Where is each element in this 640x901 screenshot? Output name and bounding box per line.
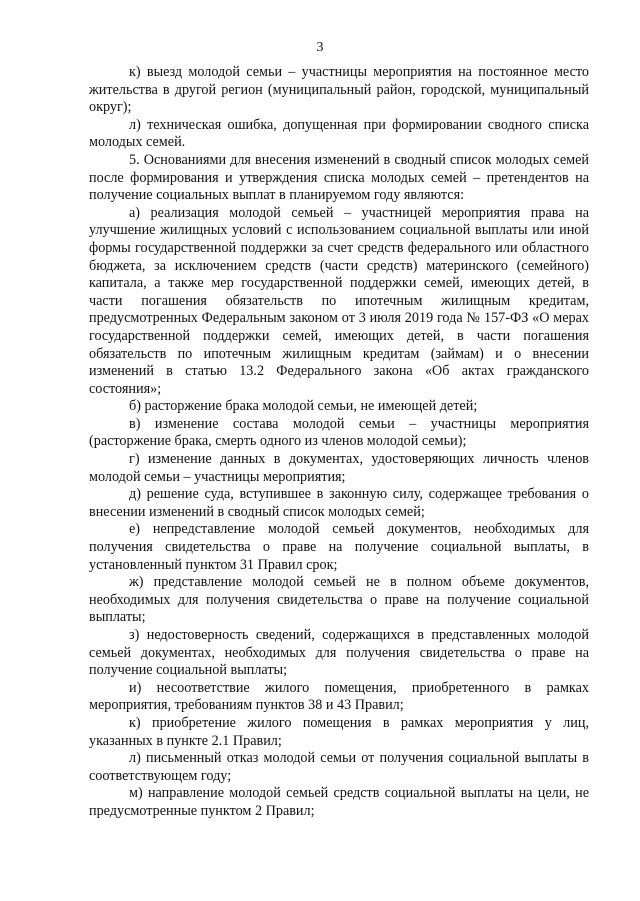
page-number: 3 xyxy=(316,40,324,55)
paragraph-a-realization: а) реализация молодой семьей – участницей мероприятия права на улучшение жилищных условий с использованием социальной выплаты или иной формы государственной поддержки за счет средств федерального или областного бюджета, за исключением средств (части средств) материнского (семейного) капитала, а также мер государственной поддержки семей, имеющих детей, в части погашения обязательств по ипотечным жилищным кредитам, предусмотренных Федеральным законом от 3 июля 2019 года № 157-ФЗ «О мерах государственной поддержки семей, имеющих детей, в части погашения обязательств по ипотечным жилищным кредитам (займам) и о внесении изменений в статью 13.2 Федерального закона «Об актах гражданского состояния»; xyxy=(89,204,589,397)
paragraph-z-unreliable-info: з) недостоверность сведений, содержащихся в представленных молодой семьей документах, необходимых для получения свидетельства о праве на получение социальной выплаты; xyxy=(89,627,589,679)
paragraph-l-technical-error: л) техническая ошибка, допущенная при формировании сводного списка молодых семей. xyxy=(89,116,589,151)
paragraph-5-grounds: 5. Основаниями для внесения изменений в сводный список молодых семей после формирования и утверждения списка молодых семей – претендентов на получение социальных выплат в планируемом году являются: xyxy=(89,151,589,204)
paragraph-d-court-decision: д) решение суда, вступившее в законную силу, содержащее требования о внесении изменений в сводный список молодых семей; xyxy=(89,486,589,520)
paragraph-b-divorce: б) расторжение брака молодой семьи, не имеющей детей; xyxy=(129,398,478,415)
paragraph-v-family-change: в) изменение состава молодой семьи – участницы мероприятия (расторжение брака, смерть одного из членов молодой семьи); xyxy=(89,415,589,450)
paragraph-m-misuse: м) направление молодой семьей средств социальной выплаты на цели, не предусмотренные пунктом 2 Правил; xyxy=(89,785,589,819)
paragraph-zh-incomplete-documents: ж) представление молодой семьей не в полном объеме документов, необходимых для получения свидетельства о праве на получение социальной выплаты; xyxy=(89,574,589,626)
paragraph-k-departure: к) выезд молодой семьи – участницы мероприятия на постоянное место жительства в другой регион (муниципальный район, городской, муниципальный округ); xyxy=(89,64,589,116)
paragraph-k-acquisition: к) приобретение жилого помещения в рамках мероприятия у лиц, указанных в пункте 2.1 Правил; xyxy=(89,714,589,749)
paragraph-i-housing-mismatch: и) несоответствие жилого помещения, приобретенного в рамках мероприятия, требованиям пунктов 38 и 43 Правил; xyxy=(89,679,589,714)
paragraph-g-document-change: г) изменение данных в документах, удостоверяющих личность членов молодой семьи – участницы мероприятия; xyxy=(89,451,589,485)
document-body xyxy=(89,64,589,821)
paragraph-e-non-submission: е) непредставление молодой семьей документов, необходимых для получения свидетельства о праве на получение социальной выплаты, в установленный пунктом 31 Правил срок; xyxy=(89,521,589,573)
paragraph-l-written-refusal: л) письменный отказ молодой семьи от получения социальной выплаты в соответствующем году; xyxy=(89,750,589,784)
